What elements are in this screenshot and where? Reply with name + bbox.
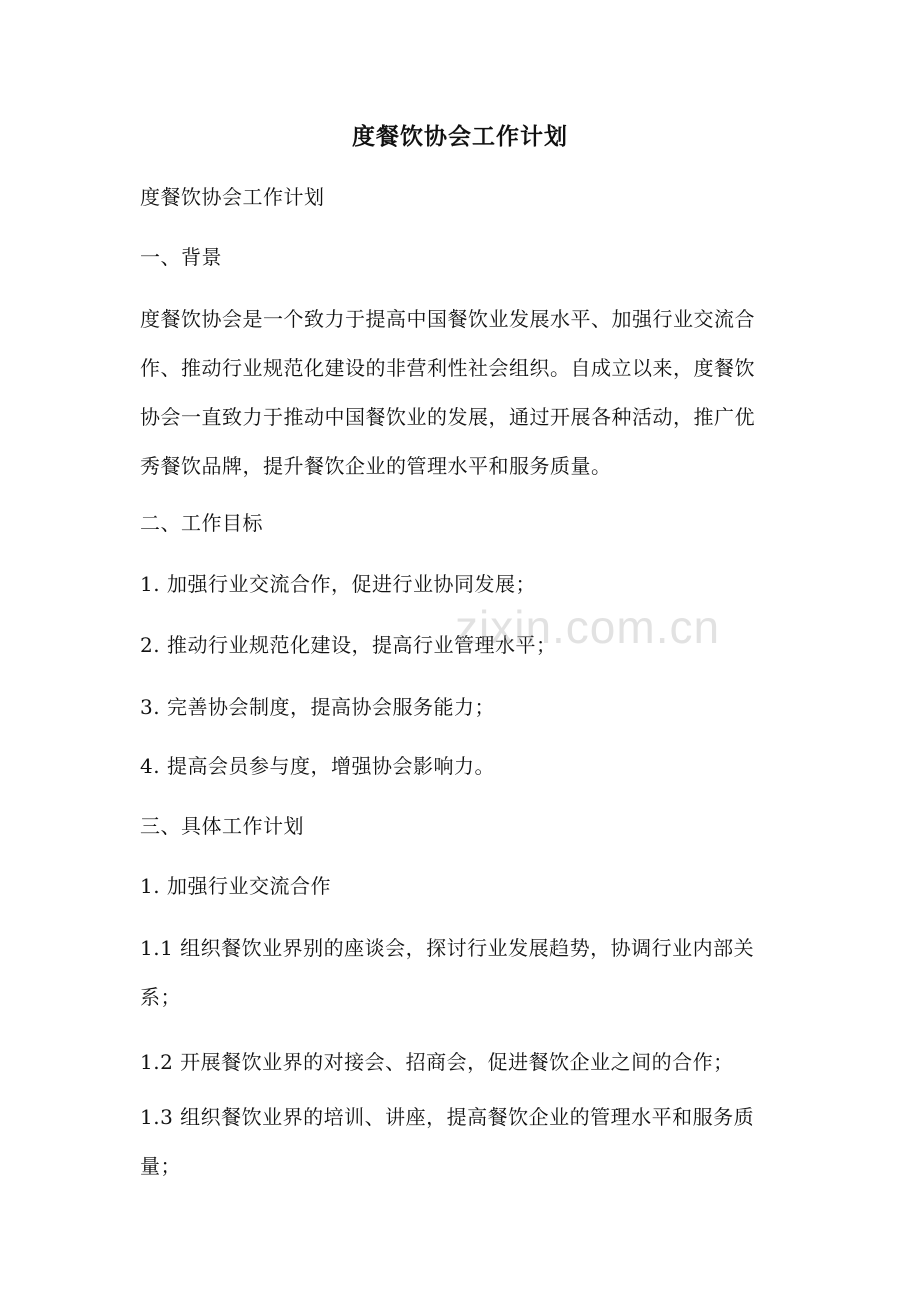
goal-item: 2. 推动行业规范化建设，提高行业管理水平；	[140, 633, 557, 657]
plan-item	[140, 1100, 790, 1198]
goal-item: 1. 加强行业交流合作，促进行业协同发展；	[140, 572, 536, 596]
paragraph-line: 系；	[140, 985, 181, 1009]
paragraph-line: 秀餐饮品牌，提升餐饮企业的管理水平和服务质量。	[140, 454, 612, 478]
section-heading-plan: 三、具体工作计划	[140, 814, 304, 838]
paragraph-line: 1.3 组织餐饮业界的培训、讲座，提高餐饮企业的管理水平和服务质	[140, 1105, 755, 1129]
goal-item: 4. 提高会员参与度，增强协会影响力。	[140, 754, 495, 778]
paragraph-line: 量；	[140, 1154, 181, 1178]
watermark: zixin.com.cn	[455, 601, 721, 653]
section-heading-goals: 二、工作目标	[140, 511, 263, 535]
section-heading-background: 一、背景	[140, 245, 222, 269]
goal-item: 3. 完善协会制度，提高协会服务能力；	[140, 695, 495, 719]
paragraph-line: 度餐饮协会是一个致力于提高中国餐饮业发展水平、加强行业交流合	[140, 307, 755, 331]
plan-heading: 1. 加强行业交流合作	[140, 874, 331, 898]
paragraph-line: 作、推动行业规范化建设的非营利性社会组织。自成立以来，度餐饮	[140, 356, 755, 380]
plan-item	[140, 931, 790, 1029]
paragraph-line: 协会一直致力于推动中国餐饮业的发展，通过开展各种活动，推广优	[140, 405, 755, 429]
plan-item: 1.2 开展餐饮业界的对接会、招商会，促进餐饮企业之间的合作；	[140, 1050, 734, 1074]
background-paragraph	[140, 302, 790, 498]
document-title: 度餐饮协会工作计划	[352, 123, 568, 150]
document-subtitle: 度餐饮协会工作计划	[140, 185, 325, 209]
paragraph-line: 1.1 组织餐饮业界别的座谈会，探讨行业发展趋势，协调行业内部关	[140, 936, 755, 960]
